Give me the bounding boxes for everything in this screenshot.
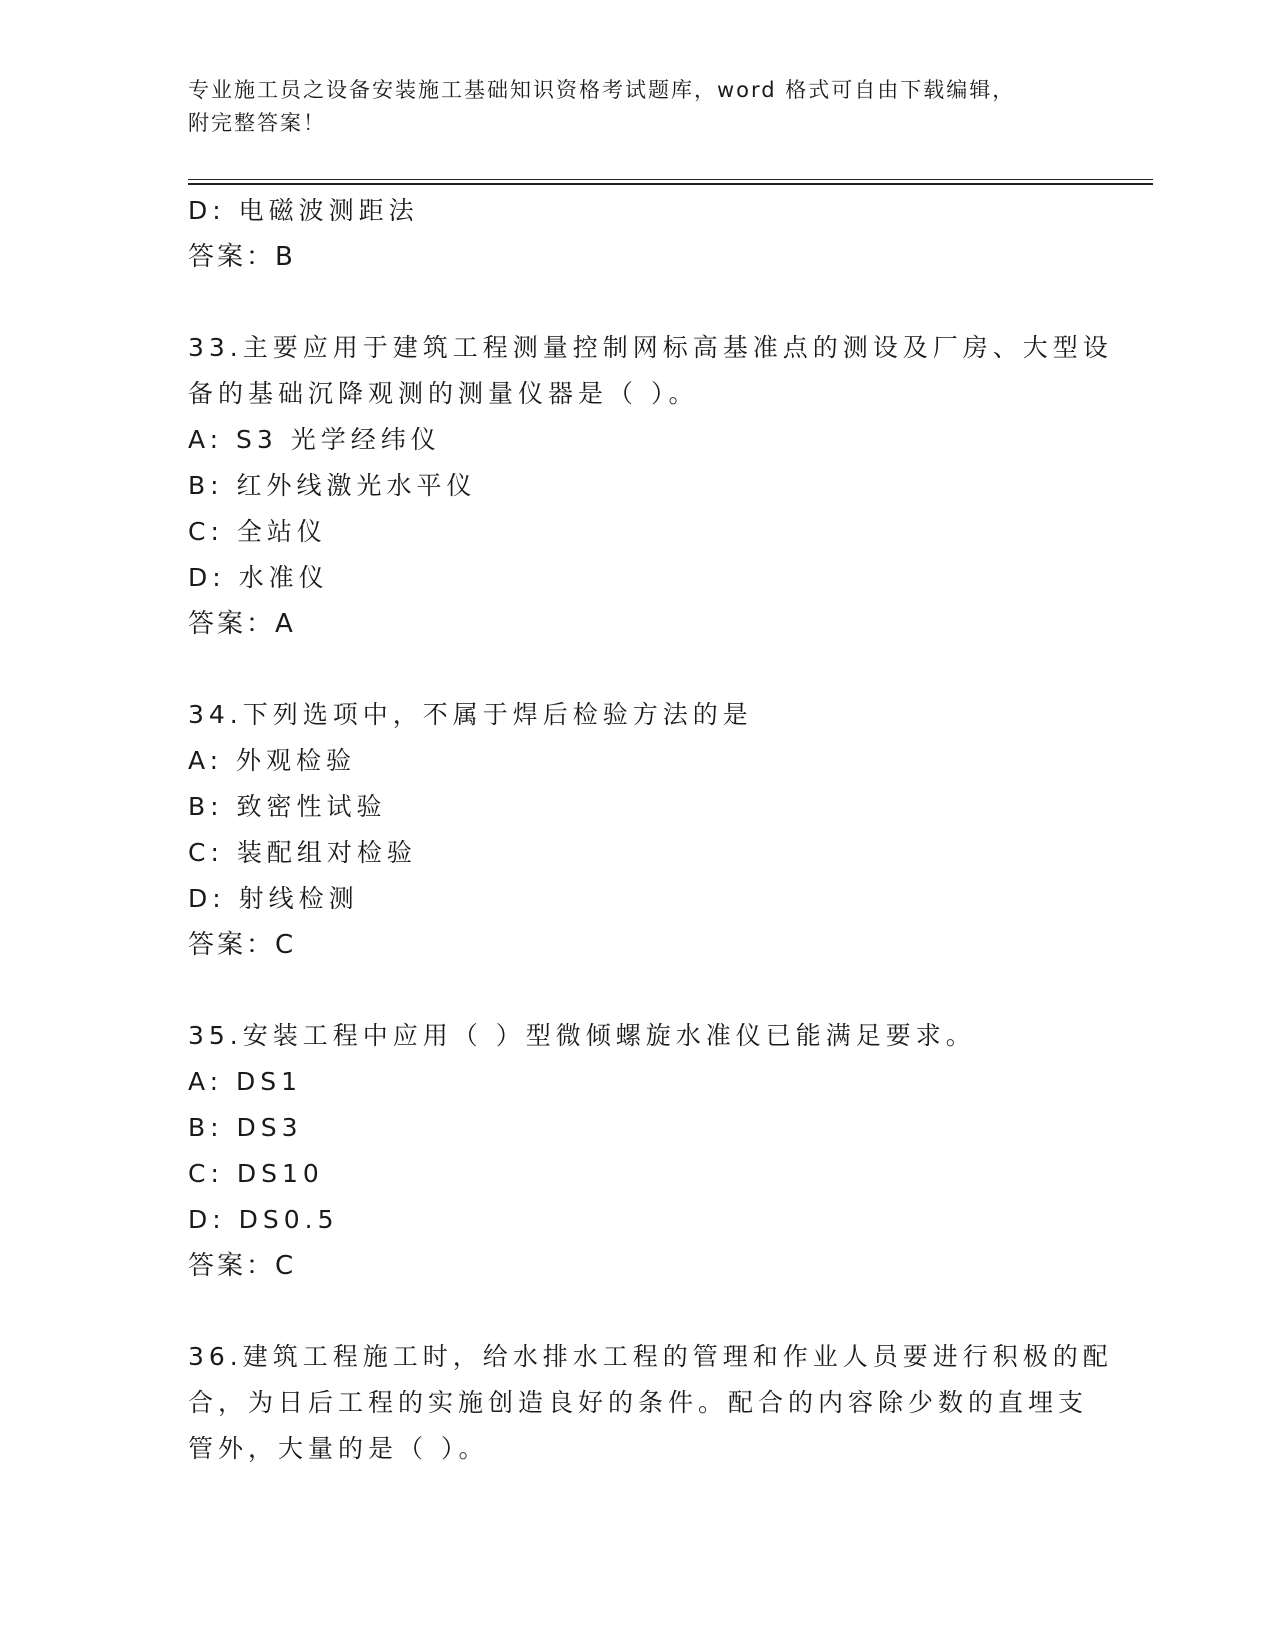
question-text-line: 33.主要应用于建筑工程测量控制网标高基准点的测设及厂房、大型设 [188,333,1113,362]
question-text-line: 备的基础沉降观测的测量仪器是（ ）。 [188,379,699,408]
document-header [188,74,1088,140]
spacer [188,1289,1088,1334]
previous-question-tail [188,188,1088,280]
option-a: A: DS1 [188,1067,303,1096]
option-d: D: DS0.5 [188,1205,339,1234]
option-a: A: 外观检验 [188,746,357,775]
spacer [188,280,1088,325]
question-text-line: 合，为日后工程的实施创造良好的条件。配合的内容除少数的直埋支 [188,1388,1089,1417]
header-divider-thick [188,183,1153,185]
answer-line: 答案：A [188,609,296,639]
option-c: C: 全站仪 [188,517,327,546]
header-line-1: 专业施工员之设备安装施工基础知识资格考试题库，word 格式可自由下载编辑， [188,78,1016,102]
spacer [188,647,1088,692]
answer-line: 答案：B [188,242,296,272]
option-b: B: 红外线激光水平仪 [188,471,477,500]
question-text-line: 36.建筑工程施工时，给水排水工程的管理和作业人员要进行积极的配 [188,1342,1113,1371]
option-c: C: DS10 [188,1159,324,1188]
spacer [188,968,1088,1013]
question-34 [188,692,1088,968]
option-d: D: 电磁波测距法 [188,196,419,225]
header-line-2: 附完整答案！ [188,111,326,135]
option-c: C: 装配组对检验 [188,838,417,867]
answer-line: 答案：C [188,1251,297,1281]
answer-line: 答案：C [188,930,297,960]
option-d: D: 水准仪 [188,563,329,592]
option-b: B: DS3 [188,1113,303,1142]
question-list [188,188,1113,1472]
question-33 [188,325,1113,647]
option-a: A: S3 光学经纬仪 [188,425,441,454]
question-35 [188,1013,1088,1289]
question-text-line: 35.安装工程中应用（ ）型微倾螺旋水准仪已能满足要求。 [188,1021,976,1050]
option-d: D: 射线检测 [188,884,359,913]
question-text-line: 管外，大量的是（ ）。 [188,1434,489,1463]
question-text-line: 34.下列选项中，不属于焊后检验方法的是 [188,700,753,729]
option-b: B: 致密性试验 [188,792,387,821]
question-36 [188,1334,1113,1472]
header-divider-thin [188,179,1153,180]
